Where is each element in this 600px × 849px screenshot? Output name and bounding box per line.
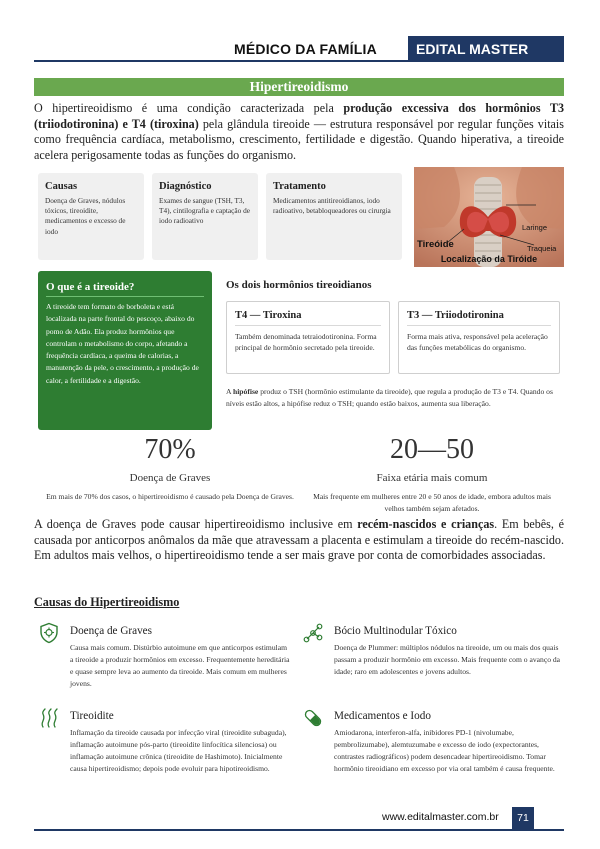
stat-label: Faixa etária mais comum — [376, 472, 488, 484]
card-title: Causas — [45, 181, 78, 192]
nodes-icon — [302, 622, 324, 644]
what-is-text: A tireoide tem formato de borboleta e está localizada na parte frontal do pescoço, abaixo do pomo de Adão. Ela produz hormônios que controlam o metabolismo do corpo, afetando a frequência cardíaca, a queima de calorias, a manutenção da pele, o crescimento, a produção de calor, a fertilidade e a digestão. — [46, 302, 199, 385]
stat-text: Em mais de 70% dos casos, o hipertireoidismo é causado pela Doença de Graves. — [46, 492, 294, 501]
intro-paragraph — [34, 101, 564, 163]
stat-label: Doença de Graves — [129, 472, 211, 484]
hipofise-paragraph — [226, 386, 564, 410]
cause-title: Medicamentos e Iodo — [334, 710, 431, 722]
shield-virus-icon — [38, 622, 60, 644]
section-title: Hipertireoidismo — [34, 78, 564, 96]
hormone-card-t3 — [398, 301, 560, 374]
hormone-card-t4 — [226, 301, 390, 374]
card-text: Exames de sangue (TSH, T3, T4), cintilografia e captação de iodo radioativo — [159, 196, 250, 226]
graves-bold-1: recém-nascidos e crianças — [357, 517, 495, 531]
footer-url[interactable]: www.editalmaster.com.br — [382, 811, 499, 823]
trachea-label: Traqueia — [527, 244, 557, 253]
cause-title: Doença de Graves — [70, 625, 152, 637]
intro-text-2: pela glândula tireoide — estrutura responsável por regular funções vitais como frequência cardíaca, metabolismo, crescimento, fertilidade e digestão. Quando hiperativa, a tireoide acelera perigosamente todas as funções do organismo. — [34, 116, 564, 162]
header-brand: EDITAL MASTER — [408, 36, 564, 62]
card-title: Tratamento — [273, 181, 326, 192]
hormone-title: T4 — Tiroxina — [235, 310, 381, 326]
thyroid-illustration — [414, 167, 564, 267]
graves-paragraph — [34, 517, 564, 564]
footer-rule — [34, 829, 564, 831]
card-diagnostico — [152, 173, 258, 260]
cause-text: Inflamação da tireoide causada por infecção viral (tireoidite subaguda), inflamação autoimune pós-parto (tireoidite linfocítica silenciosa) ou inflamação autoimune crônica (tireoidite de Hashimoto). Inicialmente causa hipertireoidismo; depois pode evoluir para hipotireoidismo. — [70, 728, 287, 774]
graves-text-1: A doença de Graves pode causar hipertireoidismo inclusive em — [34, 517, 358, 531]
intro-bold-1: produção excessiva dos hormônios T3 (triiodotironina) e T4 (tiroxina) — [34, 101, 564, 131]
hormone-text: Forma mais ativa, responsável pela aceleração das funções metabólicas do organismo. — [407, 332, 548, 352]
header-subtitle: MÉDICO DA FAMÍLIA — [234, 41, 377, 57]
image-caption: Localização da Tiróide — [440, 254, 538, 264]
what-is-title: O que é a tireoide? — [46, 281, 204, 297]
card-text: Doença de Graves, nódulos tóxicos, tireoidite, medicamentos e excesso de iodo — [45, 196, 126, 236]
thyroid-neck-image — [414, 167, 564, 267]
hipofise-bold: hipófise — [232, 387, 259, 396]
hormones-title: Os dois hormônios tireoidianos — [226, 279, 372, 291]
causes-title: Causas do Hipertireoidismo — [34, 595, 180, 609]
cause-text: Doença de Plummer: múltiplos nódulos na tireoide, um ou mais dos quais passam a produzir hormônio em excesso. Mais frequente com o avanço da idade; raro em adolescentes e jovens adultos. — [334, 643, 561, 677]
hormone-title: T3 — Triiodotironina — [407, 310, 551, 326]
hormone-text: Também denominada tetraiodotironina. Forma principal de hormônio secretado pela tireoide. — [235, 332, 377, 352]
what-is-thyroid-box — [38, 271, 212, 430]
cause-text: Amiodarona, interferon-alfa, inibidores PD-1 (nivolumabe, pembrolizumabe), alemtuzumabe e excesso de iodo (expectorantes, contrastes radiográficos) podem desencadear hipertireoidismo. Tomar hormônio tireoidiano em excesso por via oral também é causa frequente. — [334, 728, 555, 774]
cause-text: Causa mais comum. Distúrbio autoimune em que anticorpos estimulam a tireoide a produzir hormônios em excesso. Frequentemente hereditária e quase sempre leva ao aumento da tireoide. Mais comum em mulheres jovens. — [70, 643, 290, 689]
card-causas — [38, 173, 144, 260]
header-rule — [34, 60, 564, 62]
hipofise-text: produz o TSH (hormônio estimulante da tireoide), que regula a produção de T3 e T4. Quando os níveis estão altos, a hipófise reduz o TSH; quando estão baixos, aumenta sua liberação. — [226, 387, 553, 408]
pill-icon — [302, 707, 324, 729]
graves-text-2: . Em bebês, é causada por anticorpos anômalos da mãe que atravessam a placenta e estimulam a tireoide do recém-nascido. Em adultos mais velhos, o hipertireoidismo tende a ser mais grave por conta de comorbidades associadas. — [34, 517, 564, 563]
card-tratamento — [266, 173, 402, 260]
card-text: Medicamentos antitireoidianos, iodo radioativo, betabloqueadores ou cirurgia — [273, 196, 391, 216]
intro-text-1: O hipertireoidismo é uma condição caracterizada pela — [34, 101, 344, 115]
hipofise-pre: A — [226, 387, 233, 396]
page-number: 71 — [512, 807, 534, 829]
inflammation-icon — [38, 707, 60, 729]
larynx-label: Laringe — [522, 223, 548, 232]
cause-title: Tireoidite — [70, 710, 114, 722]
card-title: Diagnóstico — [159, 181, 212, 192]
stat-value: 70% — [144, 434, 196, 465]
stat-value: 20—50 — [390, 434, 474, 465]
thyroid-label: Tireóide — [417, 239, 454, 250]
cause-title: Bócio Multinodular Tóxico — [334, 625, 457, 637]
stat-text: Mais frequente em mulheres entre 20 e 50 anos de idade, embora adultos mais velhos também sejam afetados. — [313, 492, 551, 513]
